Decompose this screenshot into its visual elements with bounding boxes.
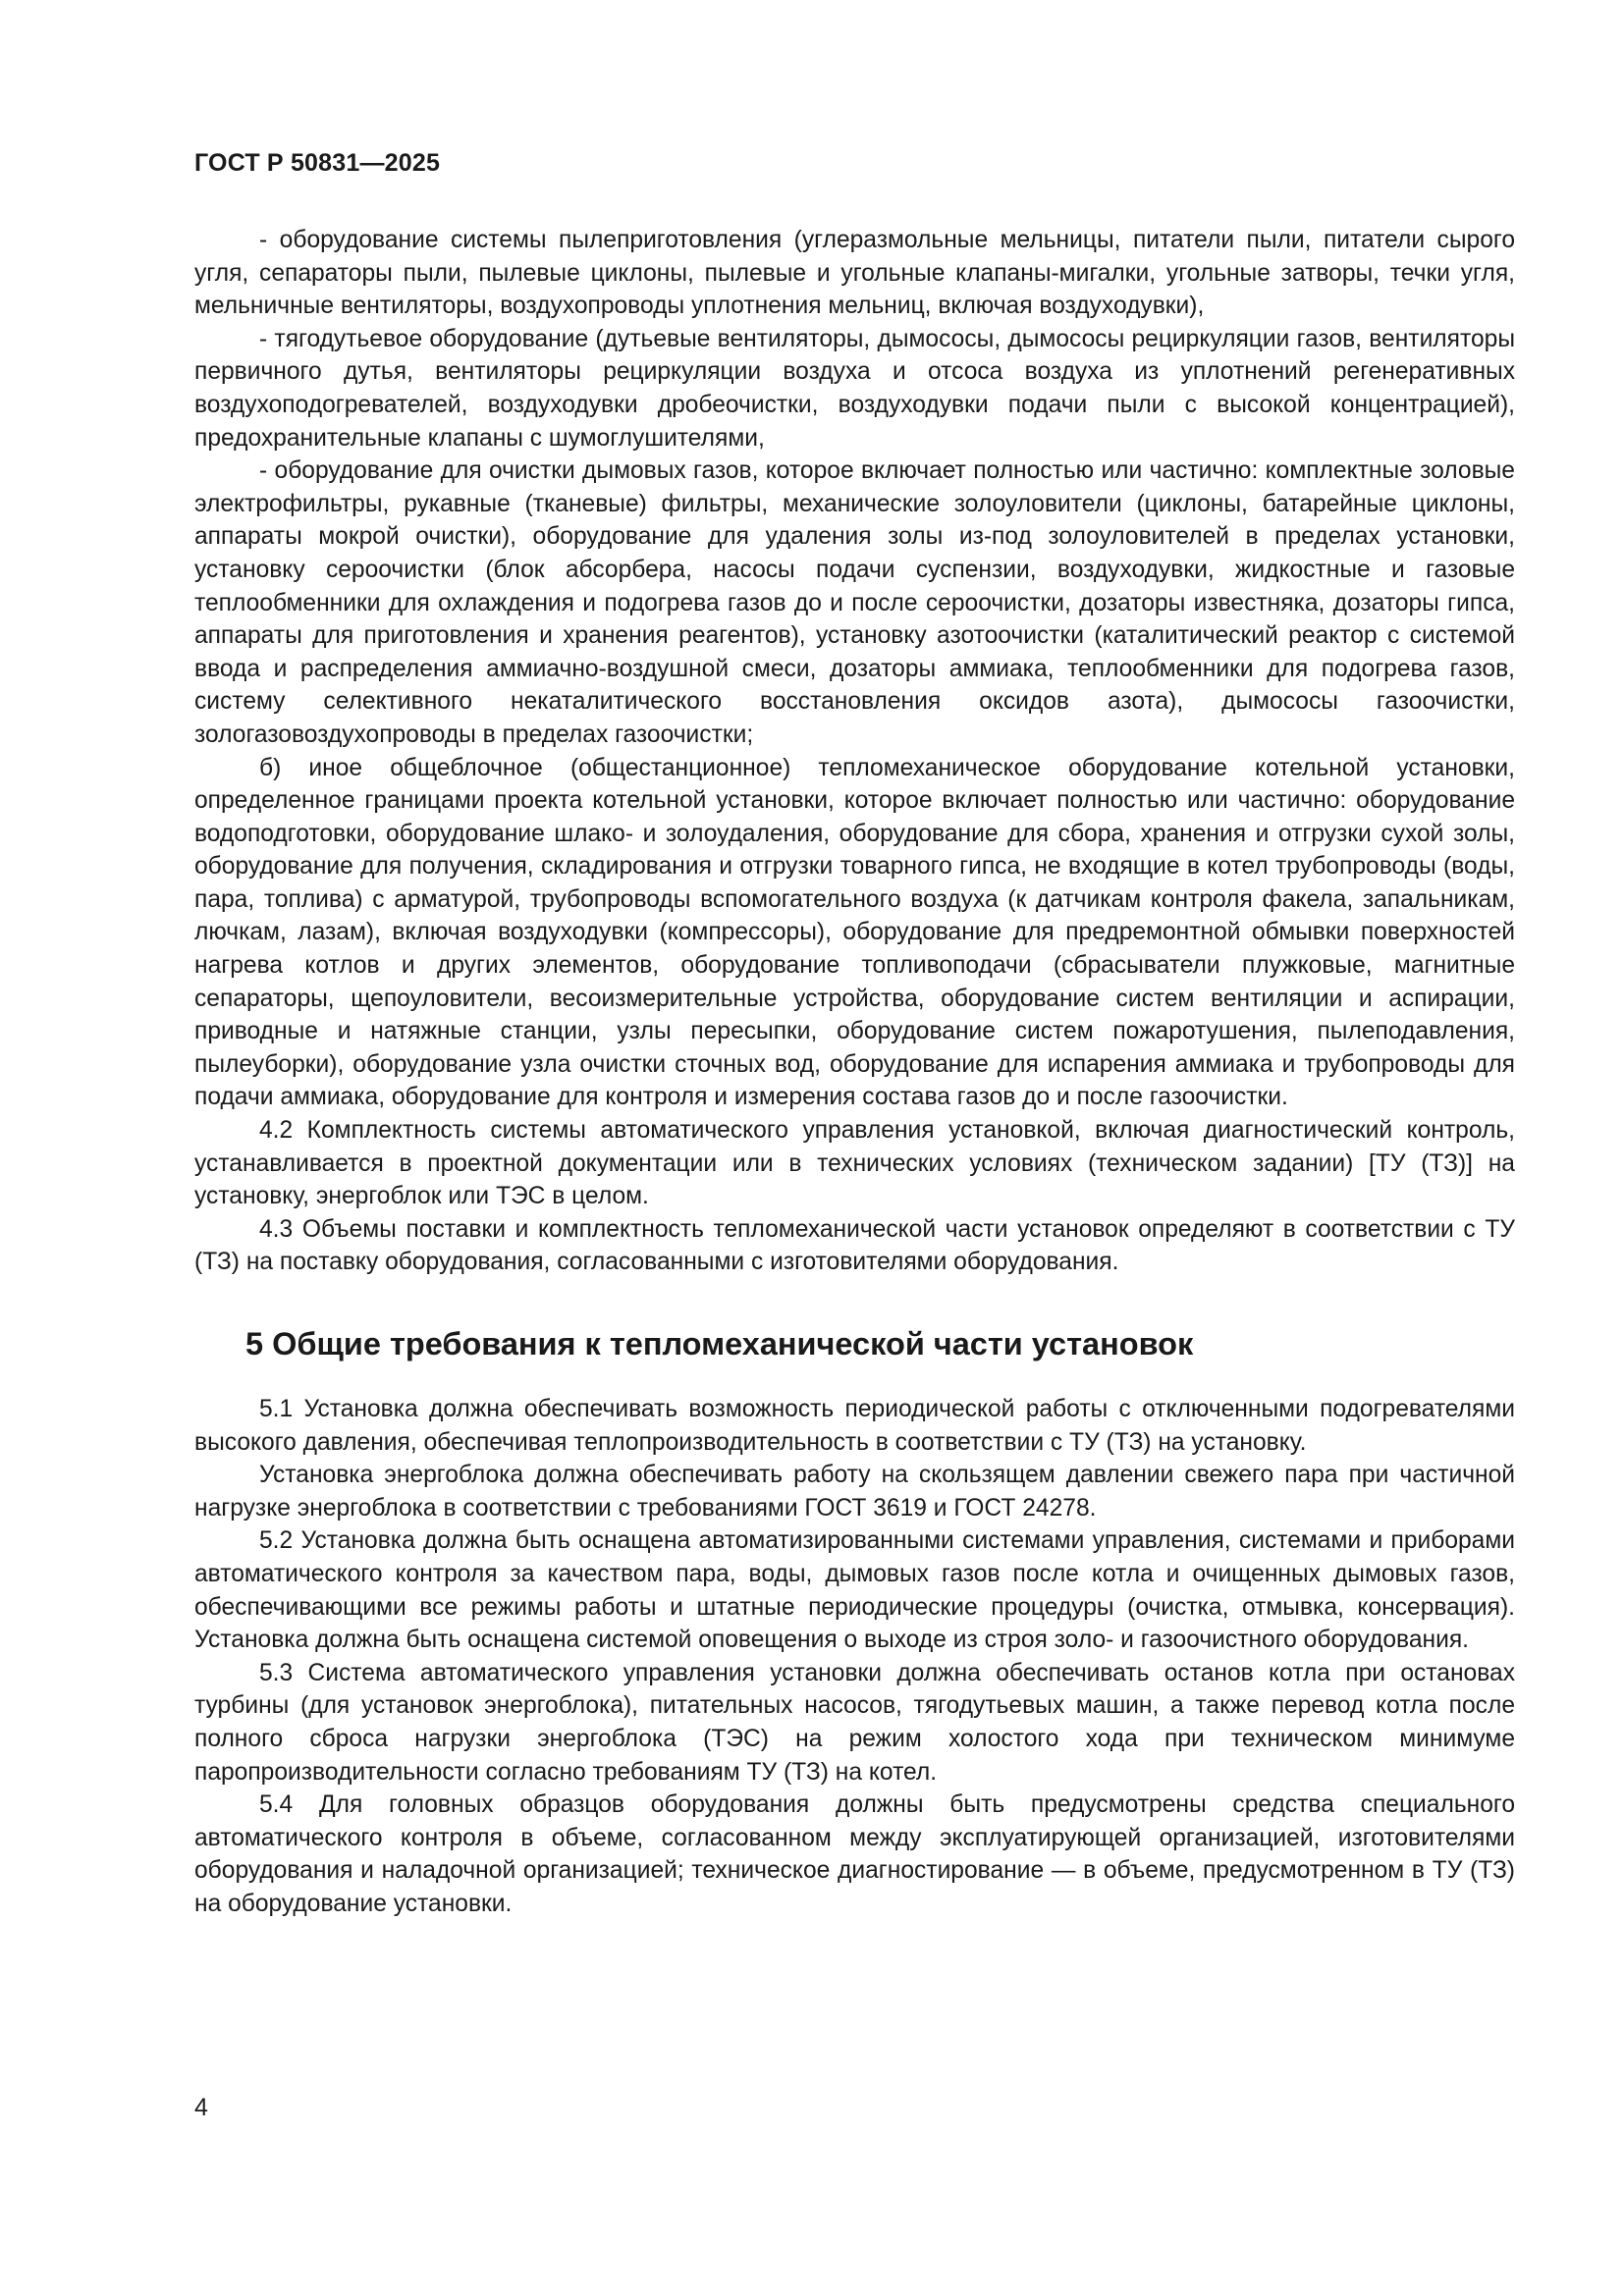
paragraph-5-1: 5.1 Установка должна обеспечивать возможность периодической работы с отключенными подогревателями высокого давления, обеспечивая теплопроизводительность в соответствии с ТУ (ТЗ) на установку. (194, 1396, 1515, 1456)
document-body (194, 224, 1515, 1921)
paragraph-dust-preparation: - оборудование системы пылеприготовления (углеразмольные мельницы, питатели пыли, питатели сырого угля, сепараторы пыли, пылевые циклоны, пылевые и угольные клапаны-мигалки, угольные затворы, течки угля, мельничные вентиляторы, воздухопроводы уплотнения мельниц, включая воздуходувки), (194, 227, 1515, 320)
document-header: ГОСТ Р 50831—2025 (194, 149, 441, 177)
paragraph-5-3: 5.3 Система автоматического управления установки должна обеспечивать останов котла при остановах турбины (для установок энергоблока), питательных насосов, тягодутьевых машин, а также перевод котла после полного сброса нагрузки энергоблока (ТЭС) на режим холостого хода при техническом минимуме паропроизводительности согласно требованиям ТУ (ТЗ) на котел. (194, 1659, 1515, 1786)
paragraph-flue-gas-cleaning: - оборудование для очистки дымовых газов, которое включает полностью или частично: комплектные золовые электрофильтры, рукавные (тканевые) фильтры, механические золоуловители (циклоны, батарейные циклоны, аппараты мокрой очистки), оборудование для удаления золы из-под золоуловителей в пределах установки, установку сероочистки (блок абсорбера, насосы подачи суспензии, воздуходувки, жидкостные и газовые теплообменники для охлаждения и подогрева газов до и после сероочистки, дозаторы известняка, дозаторы гипса, аппараты для приготовления и хранения реагентов), установку азотоочистки (каталитический реактор с системой ввода и распределения аммиачно-воздушной смеси, дозаторы аммиака, теплообменники для подогрева газов, систему селективного некаталитического восстановления оксидов азота), дымососы газоочистки, зологазовоздухопроводы в пределах газоочистки; (194, 457, 1515, 748)
paragraph-4-2: 4.2 Комплектность системы автоматического управления установкой, включая диагностический контроль, устанавливается в проектной документации или в технических условиях (техническом задании) [ТУ (ТЗ)] на установку, энергоблок или ТЭС в целом. (194, 1117, 1515, 1210)
paragraph-5-4: 5.4 Для головных образцов оборудования должны быть предусмотрены средства специального автоматического контроля в объеме, согласованном между эксплуатирующей организацией, изготовителями оборудования и наладочной организацией; техническое диагностирование — в объеме, предусмотренном в ТУ (ТЗ) на оборудование установки. (194, 1791, 1515, 1917)
paragraph-general-block-equipment: б) иное общеблочное (общестанционное) тепломеханическое оборудование котельной установки, определенное границами проекта котельной установки, которое включает полностью или частично: оборудование водоподготовки, оборудование шлако- и золоудаления, оборудование для сбора, хранения и отгрузки сухой золы, оборудование для получения, складирования и отгрузки товарного гипса, не входящие в котел трубопроводы (воды, пара, топлива) с арматурой, трубопроводы вспомогательного воздуха (к датчикам контроля факела, запальникам, лючкам, лазам), включая воздуходувки (компрессоры), оборудование для предремонтной обмывки поверхностей нагрева котлов и других элементов, оборудование топливоподачи (сбрасыватели плужковые, магнитные сепараторы, щепоуловители, весоизмерительные устройства, оборудование систем вентиляции и аспирации, приводные и натяжные станции, узлы пересыпки, оборудование систем пожаротушения, пылеподавления, пылеуборки), оборудование узла очистки сточных вод, оборудование для испарения аммиака и трубопроводы для подачи аммиака, оборудование для контроля и измерения состава газов до и после газоочистки. (194, 754, 1515, 1111)
paragraph-5-1-block: Установка энергоблока должна обеспечивать работу на скользящем давлении свежего пара при частичной нагрузке энергоблока в соответствии с требованиями ГОСТ 3619 и ГОСТ 24278. (194, 1462, 1515, 1522)
page-number: 4 (194, 2094, 208, 2121)
section-title: 5 Общие требования к тепломеханической части установок (245, 1326, 1194, 1362)
paragraph-draft-equipment: - тягодутьевое оборудование (дутьевые вентиляторы, дымососы, дымососы рециркуляции газов, вентиляторы первичного дутья, вентиляторы рециркуляции воздуха и отсоса воздуха из уплотнений регенеративных воздухоподогревателей, воздуходувки дробеочистки, воздуходувки подачи пыли с высокой концентрацией), предохранительные клапаны с шумоглушителями, (194, 325, 1515, 452)
paragraph-5-2: 5.2 Установка должна быть оснащена автоматизированными системами управления, системами и приборами автоматического контроля за качеством пара, воды, дымовых газов после котла и очищенных дымовых газов, обеспечивающими все режимы работы и штатные периодические процедуры (очистка, отмывка, консервация). Установка должна быть оснащена системой оповещения о выходе из строя золо- и газоочистного оборудования. (194, 1527, 1515, 1654)
paragraph-4-3: 4.3 Объемы поставки и комплектность тепломеханической части установок определяют в соответствии с ТУ (ТЗ) на поставку оборудования, согласованными с изготовителями оборудования. (194, 1215, 1515, 1276)
